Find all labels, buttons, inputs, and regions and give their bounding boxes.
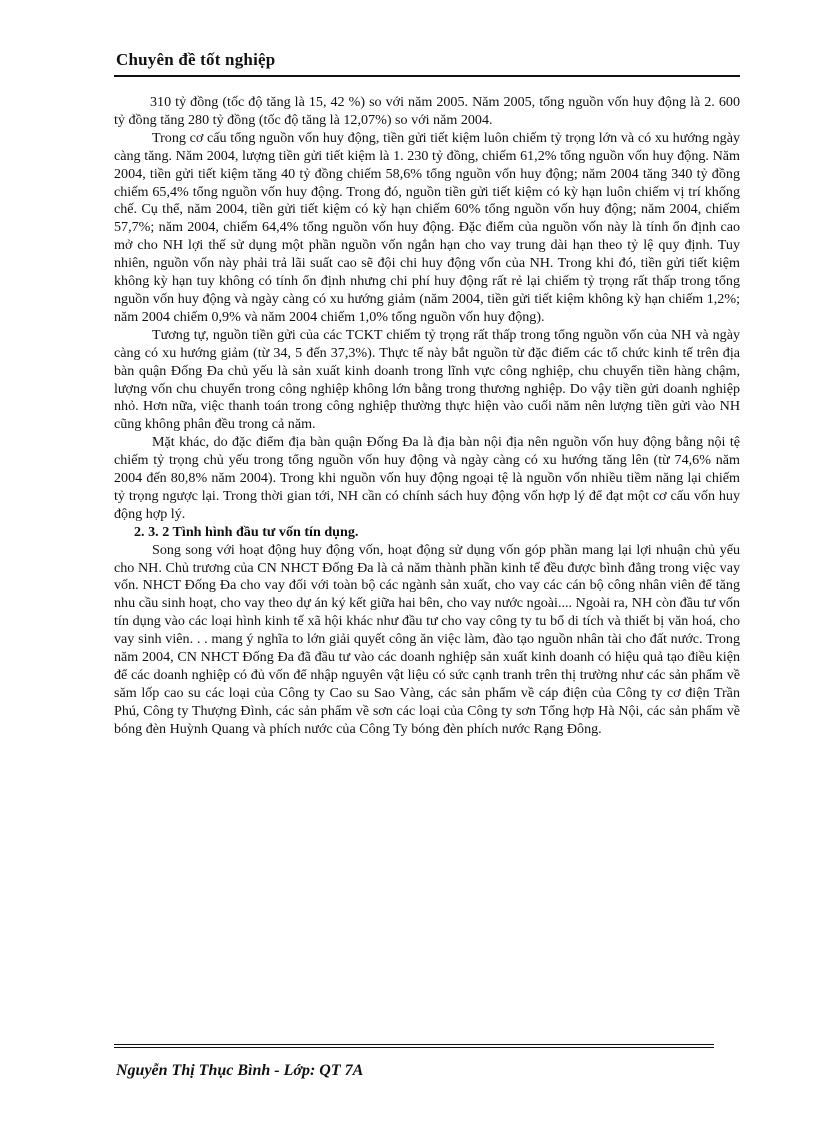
paragraph-1: 310 tỷ đồng (tốc độ tăng là 15, 42 %) so với năm 2005. Năm 2005, tổng nguồn vốn huy động là 2. 600 tỷ đồng tăng 280 tỷ đồng (tốc độ tăng là 12,07%) so với năm 2004. — [114, 94, 740, 128]
paragraph-4: Mặt khác, do đặc điểm địa bàn quận Đống Đa là địa bàn nội địa nên nguồn vốn huy động bằng nội tệ chiếm tỷ trọng chủ yếu trong tổng nguồn vốn huy động và ngày càng có xu hướng tăng lên (từ 74,6% năm 2004 đến 80,8% năm 2004). Trong khi nguồn vốn huy động ngoại tệ là nguồn vốn nhiều tiềm năng lại chiếm tỷ trọng ngược lại. Trong thời gian tới, NH cần có chính sách huy động vốn hợp lý để đạt một cơ cấu vốn huy động hợp lý. — [114, 434, 740, 522]
paragraph-3: Tương tự, nguồn tiền gửi của các TCKT chiếm tỷ trọng rất thấp trong tổng nguồn vốn của NH và ngày càng có xu hướng giảm (từ 34, 5 đến 37,3%). Thực tế này bắt nguồn từ đặc điểm các tổ chức kinh tế trên địa bàn quận Đống Đa chủ yếu là sản xuất kinh doanh trong lĩnh vực công nghiệp, chu chuyển tiền hàng chậm, lượng vốn chu chuyển trong công nghiệp không lớn bằng trong thương nghiệp. Do vậy tiền gửi doanh nghiệp nhỏ. Hơn nữa, việc thanh toán trong công nghiệp thường thực hiện vào cuối năm nên lượng tiền gửi vào NH cũng không phân đều trong cả năm. — [114, 326, 740, 433]
footer-author: Nguyễn Thị Thục Bình - Lớp: QT 7A — [116, 1062, 364, 1079]
paragraph-2: Trong cơ cấu tổng nguồn vốn huy động, tiền gửi tiết kiệm luôn chiếm tỷ trọng lớn và có xu hướng ngày càng tăng. Năm 2004, lượng tiền gửi tiết kiệm là 1. 230 tỷ đồng, chiếm 61,2% tổng nguồn vốn huy động. Năm 2004, tiền gửi tiết kiệm tăng 40 tỷ đồng chiếm 58,6% tổng nguồn vốn huy động; năm 2004 tăng 340 tỷ đồng chiếm 65,4% tổng nguồn vốn huy động. Trong đó, nguồn tiền gửi tiết kiệm có kỳ hạn luôn chiếm vị trí khống chế. Cụ thể, năm 2004, tiền gửi tiết kiệm có kỳ hạn chiếm 60% tổng nguồn vốn huy động; năm 2004, chiếm 57,7%; năm 2004, chiếm 64,4% tổng nguồn vốn huy động. Đặc điểm của nguồn vốn này là tính ổn định cao mở cho NH lợi thế sử dụng một phần nguồn vốn ngắn hạn cho vay trung dài hạn theo tỷ lệ quy định. Tuy nhiên, nguồn vốn này phải trả lãi suất cao sẽ đội chi huy động vốn của NH. Trong khi đó, tiền gửi tiết kiệm không kỳ hạn tuy không có tính ổn định nhưng chi phí huy động rất rẻ lại chiếm tỷ trọng rất thấp trong tổng nguồn vốn huy động và ngày càng có xu hướng giảm (năm 2004, tiền gửi tiết kiệm không kỳ hạn chiếm 1,2%; năm 2004 chiếm 0,9% và năm 2004 chiếm 1,0% tổng nguồn vốn huy động). — [114, 129, 740, 325]
document-body — [114, 94, 740, 739]
paragraph-5: Song song với hoạt động huy động vốn, hoạt động sử dụng vốn góp phần mang lại lợi nhuận chủ yếu cho NH. Chủ trương của CN NHCT Đống Đa là cả năm thành phần kinh tế đều được bình đẳng trong việc vay vốn. NHCT Đống Đa cho vay đối với toàn bộ các ngành sản xuất, cho vay các cán bộ công nhân viên để tăng nhu cầu sinh hoạt, cho vay theo dự án ký kết giữa hai bên, cho vay nước ngoài.... Ngoài ra, NH còn đầu tư vốn tín dụng vào các loại hình kinh tế xã hội khác như đầu tư cho vay công ty tu bổ di tích và thiết bị văn hoá, cho vay sinh viên. . . mang ý nghĩa to lớn giải quyết công ăn việc làm, đào tạo nguồn nhân tài cho đất nước. Trong năm 2004, CN NHCT Đống Đa đã đầu tư vào các doanh nghiệp sản xuất kinh doanh có hiệu quả tạo điều kiện để các doanh nghiệp có đủ vốn để nhập nguyên vật liệu có sức cạnh tranh trên thị trường như các sản phẩm về săm lốp cao su các loại của Công ty Cao su Sao Vàng, các sản phẩm về cáp điện của Công ty cơ điện Trần Phú, Công ty Thượng Đình, các sản phẩm về sơn các loại của Công ty sơn Tổng hợp Hà Nội, các sản phẩm về bóng đèn Huỳnh Quang và phích nước của Công Ty bóng đèn phích nước Rạng Đông. — [114, 541, 740, 737]
section-heading: 2. 3. 2 Tình hình đầu tư vốn tín dụng. — [134, 523, 359, 540]
footer-rule-bottom — [114, 1047, 714, 1048]
header-title: Chuyên đề tốt nghiệp — [116, 50, 276, 69]
header-rule — [114, 75, 740, 77]
page-footer — [114, 1044, 740, 1080]
page-header — [114, 50, 740, 77]
document-page — [114, 0, 740, 1123]
footer-rule-top — [114, 1044, 714, 1045]
